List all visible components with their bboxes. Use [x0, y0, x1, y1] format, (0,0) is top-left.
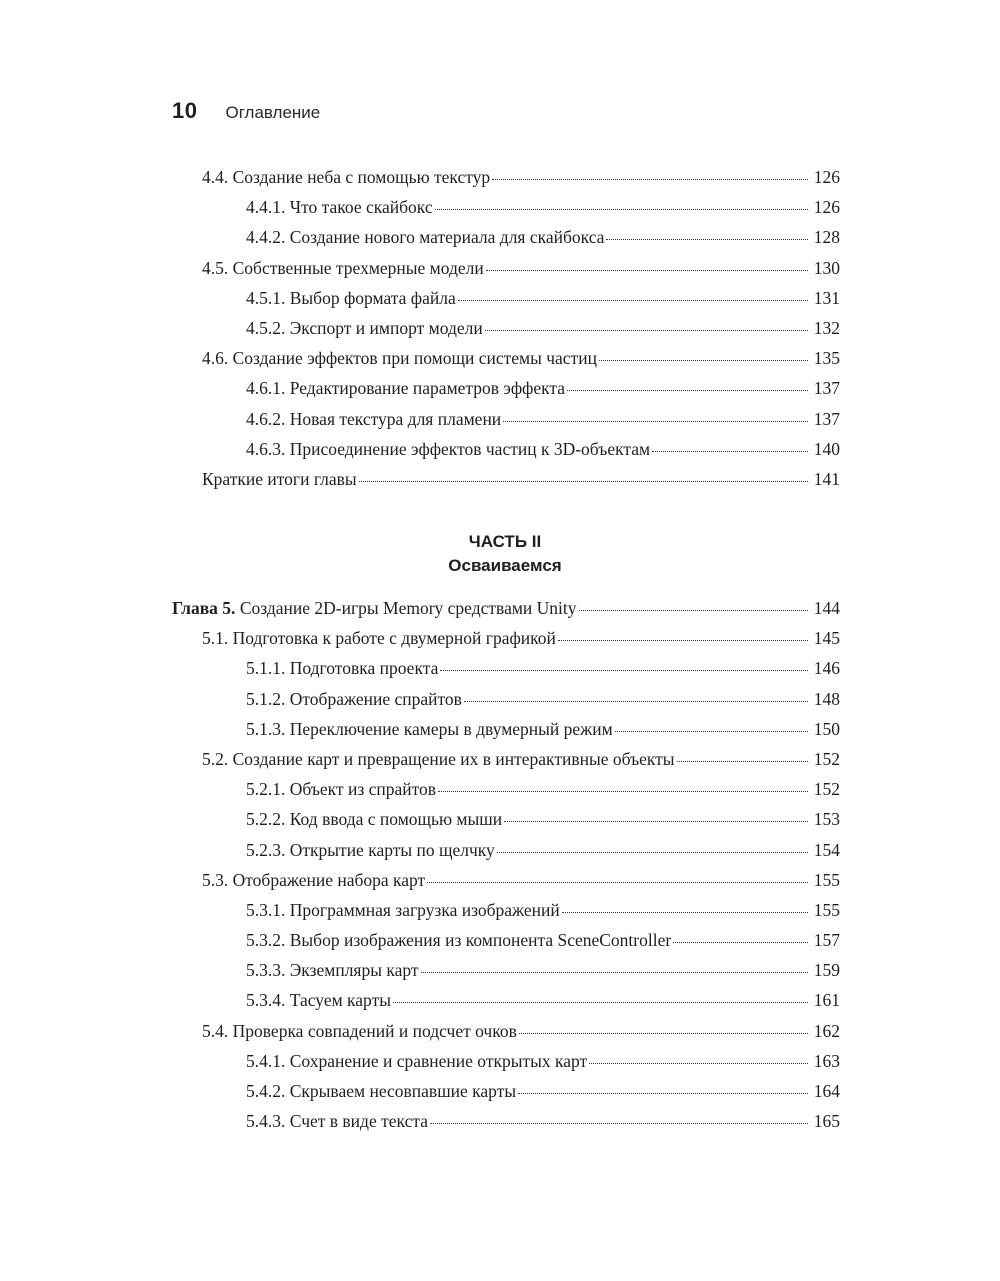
toc-section-entry[interactable]	[172, 865, 840, 895]
toc-entry-label: 4.5.1. Выбор формата файла	[246, 287, 456, 308]
toc-entry-label: 5.3.4. Тасуем карты	[246, 990, 391, 1011]
toc-entry-page: 146	[813, 658, 840, 679]
dot-leader	[519, 1033, 808, 1034]
running-head	[172, 98, 320, 124]
dot-leader	[359, 481, 808, 482]
toc-entry-label: 5.4.2. Скрываем несовпавшие карты	[246, 1081, 517, 1101]
toc-entry-label: 4.6. Создание эффектов при помощи системы частиц	[202, 348, 597, 369]
toc-entry-page: 140	[813, 438, 840, 459]
part-number: ЧАСТЬ II	[468, 532, 542, 551]
toc-entry-label	[172, 593, 577, 623]
toc-entry-page: 126	[813, 167, 840, 187]
toc-entry-page: 155	[813, 899, 840, 920]
part-title: Осваиваемся	[448, 556, 562, 575]
page-number: 10	[172, 98, 198, 123]
toc-entry-page: 148	[813, 688, 840, 709]
toc-entry-label: 5.3.2. Выбор изображения из компонента SceneController	[246, 930, 672, 951]
dot-leader	[458, 300, 808, 301]
dot-leader	[497, 852, 808, 853]
toc-subsection-entry[interactable]	[172, 653, 840, 683]
toc-subsection-entry[interactable]	[172, 835, 840, 865]
toc-entry-page: 154	[813, 839, 840, 860]
toc-chapter-entry[interactable]	[172, 593, 840, 623]
toc-entry-label: 5.2.3. Открытие карты по щелчку	[246, 839, 495, 860]
toc-entry-label: Краткие итоги главы	[202, 468, 357, 489]
toc-entry-page: 128	[813, 227, 840, 248]
toc-entry-page: 150	[813, 718, 840, 739]
chapter-prefix: Глава 5.	[172, 598, 236, 618]
toc-entry-page: 137	[813, 408, 840, 429]
toc-entry-label: 5.1.3. Переключение камеры в двумерный режим	[246, 718, 613, 739]
dot-leader	[504, 821, 808, 822]
toc-subsection-entry[interactable]	[172, 774, 840, 804]
toc-entry-label: 5.2.2. Код ввода с помощью мыши	[246, 809, 503, 830]
dot-leader	[435, 209, 808, 210]
dot-leader	[677, 761, 808, 762]
toc-subsection-entry[interactable]	[172, 404, 840, 434]
dot-leader	[427, 882, 808, 883]
toc-subsection-entry[interactable]	[172, 434, 840, 464]
toc-entry-label: 4.4.2. Создание нового материала для скайбокса	[246, 227, 605, 248]
toc-section-entry[interactable]	[172, 162, 840, 192]
dot-leader	[430, 1123, 808, 1124]
toc-entry-label: 4.6.3. Присоединение эффектов частиц к 3D-объектам	[246, 438, 651, 459]
toc-entry-label: 4.6.2. Новая текстура для пламени	[246, 408, 502, 429]
toc-subsection-entry[interactable]	[172, 373, 840, 403]
toc-subsection-entry[interactable]	[172, 313, 840, 343]
toc-entry-page: 145	[813, 628, 840, 649]
dot-leader	[567, 390, 808, 391]
toc-subsection-entry[interactable]	[172, 714, 840, 744]
toc-entry-label: 5.2.1. Объект из спрайтов	[246, 779, 437, 800]
toc-entry-page: 126	[813, 197, 840, 218]
toc-entry-label: 4.6.1. Редактирование параметров эффекта	[246, 378, 566, 399]
dot-leader	[393, 1002, 808, 1003]
dot-leader	[421, 972, 808, 973]
toc-section-entry[interactable]	[172, 343, 840, 373]
toc-entry-label: 4.4.1. Что такое скайбокс	[246, 197, 433, 218]
toc-entry-label: 4.5. Собственные трехмерные модели	[202, 257, 484, 278]
toc-entry-label: 5.1. Подготовка к работе с двумерной графикой	[202, 628, 556, 649]
toc-entry-label: 5.3.1. Программная загрузка изображений	[246, 899, 560, 920]
dot-leader	[438, 791, 808, 792]
dot-leader	[652, 451, 808, 452]
toc-subsection-entry[interactable]	[172, 1046, 840, 1076]
dot-leader	[562, 912, 808, 913]
toc-entry-label: 5.1.2. Отображение спрайтов	[246, 688, 462, 709]
dot-leader	[503, 421, 808, 422]
toc-entry-page: 141	[813, 468, 840, 489]
toc-subsection-entry[interactable]	[172, 1076, 840, 1106]
toc-entry-page: 157	[813, 930, 840, 951]
toc-section-entry[interactable]	[172, 464, 840, 494]
toc-entry-label: 5.4. Проверка совпадений и подсчет очков	[202, 1020, 517, 1041]
toc-subsection-entry[interactable]	[172, 192, 840, 222]
toc-section-entry[interactable]	[172, 253, 840, 283]
toc-subsection-entry[interactable]	[172, 955, 840, 985]
toc-subsection-entry[interactable]	[172, 804, 840, 834]
dot-leader	[579, 610, 808, 611]
toc-subsection-entry[interactable]	[172, 1106, 840, 1136]
toc-section-entry[interactable]	[172, 744, 840, 774]
dot-leader	[599, 360, 808, 361]
toc-entry-page: 155	[813, 869, 840, 890]
dot-leader	[615, 731, 808, 732]
dot-leader	[440, 670, 808, 671]
toc-entry-page: 132	[813, 317, 840, 338]
toc-entry-page: 161	[813, 990, 840, 1011]
toc-entry-label: 5.3. Отображение набора карт	[202, 869, 426, 890]
toc-entry-page: 162	[813, 1020, 840, 1041]
toc-block-chapter-5	[172, 593, 840, 1136]
toc-entry-page: 152	[813, 779, 840, 800]
dot-leader	[485, 330, 808, 331]
toc-subsection-entry[interactable]	[172, 985, 840, 1015]
toc-entry-page: 153	[813, 809, 840, 830]
toc-entry-page: 144	[813, 598, 840, 618]
toc-subsection-entry[interactable]	[172, 684, 840, 714]
toc-entry-page: 159	[813, 960, 840, 981]
toc-entry-page: 165	[813, 1111, 840, 1132]
toc-entry-label: 5.4.1. Сохранение и сравнение открытых карт	[246, 1050, 588, 1071]
dot-leader	[486, 270, 808, 271]
toc-entry-label: 5.3.3. Экземпляры карт	[246, 960, 419, 981]
dot-leader	[492, 179, 808, 180]
dot-leader	[464, 701, 808, 702]
dot-leader	[558, 640, 808, 641]
toc-entry-page: 135	[813, 348, 840, 369]
dot-leader	[518, 1093, 808, 1094]
dot-leader	[606, 239, 808, 240]
toc-entry-label: 5.1.1. Подготовка проекта	[246, 658, 439, 679]
toc-entry-page: 164	[813, 1081, 840, 1101]
toc-block-chapter-4	[172, 162, 840, 494]
chapter-title: Создание 2D-игры Memory средствами Unity	[235, 598, 577, 618]
toc-section-entry[interactable]	[172, 1016, 840, 1046]
toc-entry-label: 5.4.3. Счет в виде текста	[246, 1111, 428, 1132]
toc-section-entry[interactable]	[172, 623, 840, 653]
toc-entry-page: 131	[813, 287, 840, 308]
toc-subsection-entry[interactable]	[172, 222, 840, 252]
toc-entry-page: 163	[813, 1050, 840, 1071]
toc-subsection-entry[interactable]	[172, 895, 840, 925]
toc-entry-label: 5.2. Создание карт и превращение их в интерактивные объекты	[202, 748, 675, 769]
toc-entry-label: 4.4. Создание неба с помощью текстур	[202, 167, 491, 187]
dot-leader	[673, 942, 808, 943]
toc-entry-page: 137	[813, 378, 840, 399]
toc-subsection-entry[interactable]	[172, 925, 840, 955]
running-head-title: Оглавление	[225, 103, 321, 122]
toc-entry-page: 152	[813, 748, 840, 769]
toc-entry-label: 4.5.2. Экспорт и импорт модели	[246, 317, 483, 338]
part-heading	[0, 530, 1000, 578]
dot-leader	[589, 1063, 808, 1064]
toc-entry-page: 130	[813, 257, 840, 278]
toc-subsection-entry[interactable]	[172, 283, 840, 313]
